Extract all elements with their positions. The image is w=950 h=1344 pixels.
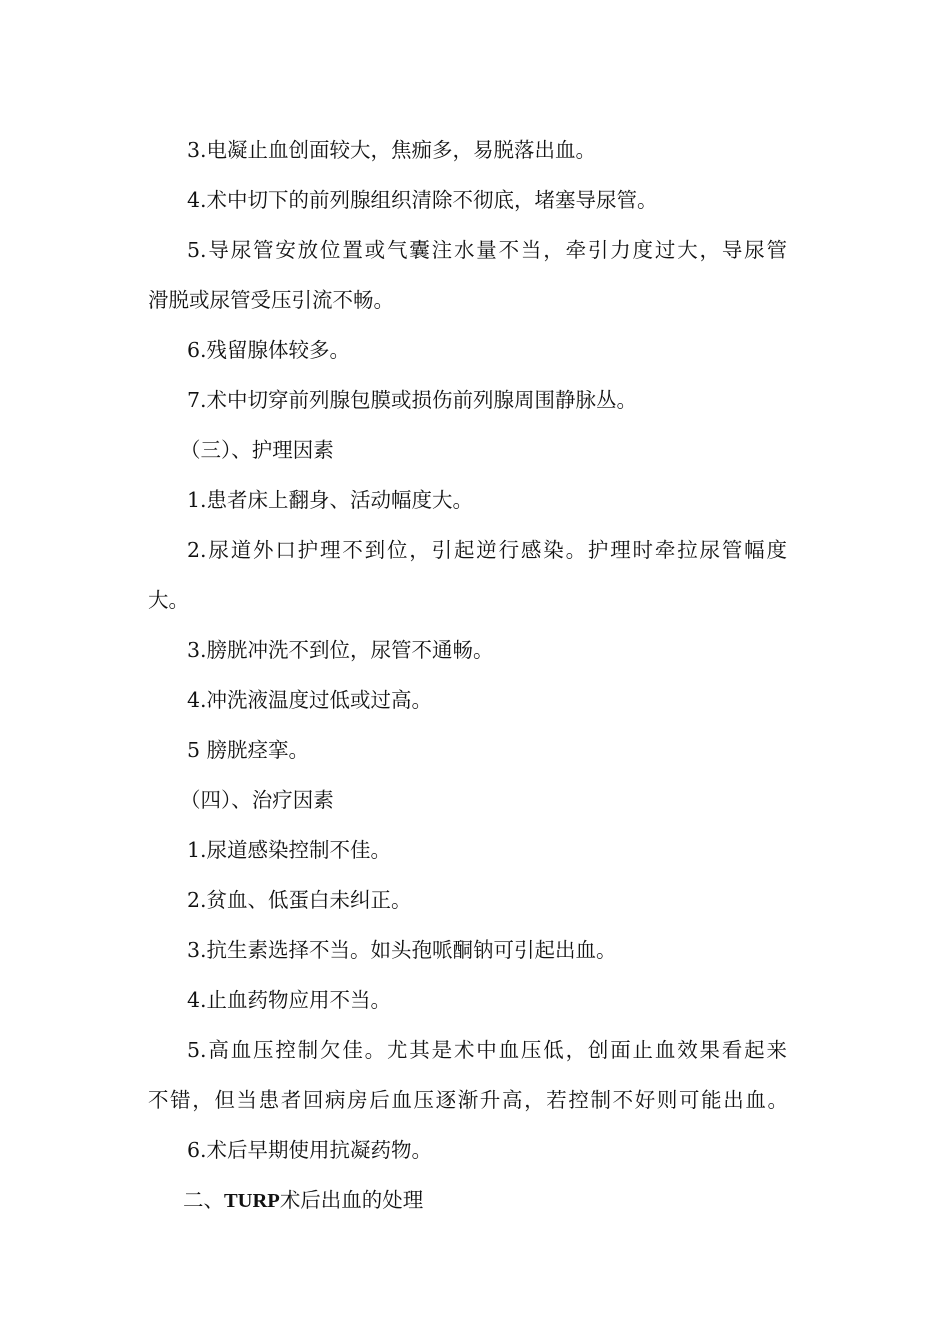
subheading-nursing-factors: （三）、护理因素 — [180, 438, 334, 462]
section-heading-suffix: 术后出血的处理 — [279, 1188, 424, 1212]
nursing-item-1: 1.患者床上翻身、活动幅度大。 — [187, 488, 474, 512]
treatment-item-5-line2: 不错，但当患者回病房后血压逐渐升高，若控制不好则可能出血。 — [148, 1088, 788, 1112]
nursing-item-3: 3.膀胱冲洗不到位，尿管不通畅。 — [187, 638, 494, 662]
treatment-item-4: 4.止血药物应用不当。 — [187, 988, 392, 1012]
paragraph-item-3: 3.电凝止血创面较大，焦痂多，易脱落出血。 — [187, 138, 597, 162]
nursing-item-5: 5 膀胱痉挛。 — [187, 738, 310, 762]
subheading-treatment-factors: （四）、治疗因素 — [180, 788, 334, 812]
treatment-item-1: 1.尿道感染控制不佳。 — [187, 838, 392, 862]
paragraph-item-7: 7.术中切穿前列腺包膜或损伤前列腺周围静脉丛。 — [187, 388, 638, 412]
paragraph-item-5-line1: 5.导尿管安放位置或气囊注水量不当，牵引力度过大，导尿管 — [187, 238, 787, 262]
treatment-item-2: 2.贫血、低蛋白未纠正。 — [187, 888, 412, 912]
treatment-item-6: 6.术后早期使用抗凝药物。 — [187, 1138, 433, 1162]
nursing-item-2-line1: 2.尿道外口护理不到位，引起逆行感染。护理时牵拉尿管幅度 — [187, 538, 787, 562]
paragraph-item-4: 4.术中切下的前列腺组织清除不彻底，堵塞导尿管。 — [187, 188, 658, 212]
treatment-item-5-line1: 5.高血压控制欠佳。尤其是术中血压低，创面止血效果看起来 — [187, 1038, 787, 1062]
section-heading-bold: TURP — [224, 1190, 280, 1212]
nursing-item-4: 4.冲洗液温度过低或过高。 — [187, 688, 433, 712]
treatment-item-3: 3.抗生素选择不当。如头孢哌酮钠可引起出血。 — [187, 938, 617, 962]
paragraph-item-6: 6.残留腺体较多。 — [187, 338, 351, 362]
paragraph-item-5-line2: 滑脱或尿管受压引流不畅。 — [148, 288, 394, 312]
section-heading — [183, 1186, 783, 1215]
nursing-item-2-line2: 大。 — [148, 588, 189, 612]
section-heading-prefix: 二、 — [183, 1188, 224, 1212]
